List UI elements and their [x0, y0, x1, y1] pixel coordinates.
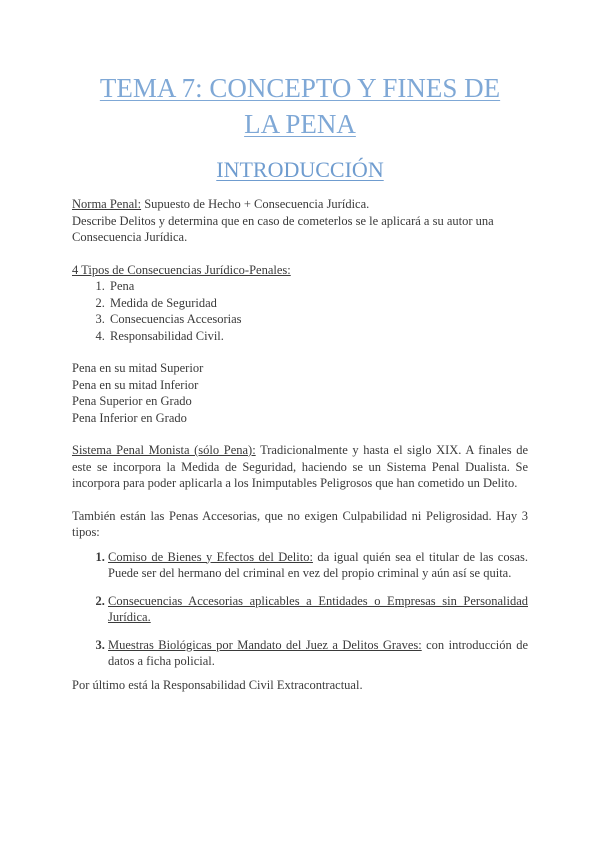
norma-label: Norma Penal:	[72, 197, 142, 211]
pena-line: Pena en su mitad Superior	[72, 361, 204, 375]
item-label: Comiso de Bienes y Efectos del Delito:	[108, 549, 313, 564]
item-label: Consecuencias Accesorias aplicables a Entidades o Empresas sin Personalidad Jurídica.	[108, 593, 528, 624]
norma-description: Describe Delitos y determina que en caso de cometerlos se le aplicará a su autor una Consecuencia Jurídica.	[72, 213, 494, 244]
list-item: 2. Medida de Seguridad	[108, 295, 528, 312]
item-label: Muestras Biológicas por Mandato del Juez a Delitos Graves:	[108, 637, 422, 652]
norma-text: Supuesto de Hecho + Consecuencia Jurídica.	[141, 197, 370, 211]
accesorias-intro: También están las Penas Accesorias, que no exigen Culpabilidad ni Peligrosidad. Hay 3 tipos:	[72, 508, 528, 539]
norma-paragraph	[72, 196, 528, 213]
pena-line: Pena Inferior en Grado	[72, 410, 187, 425]
pena-line: Pena Superior en Grado	[72, 394, 192, 408]
page-title: TEMA 7: CONCEPTO Y FINES DE LA PENA	[99, 73, 501, 139]
list-item	[108, 549, 528, 582]
sistema-text: Tradicionalmente y hasta el siglo XIX. A finales de este se incorpora la Medida de Seguridad, haciendo se un Sistema Penal Dualista. Se incorpora para poder aplicarla a los Inimputables Peligrosos que han cometido un Delito.	[72, 443, 528, 490]
section-title: INTRODUCCIÓN	[216, 157, 384, 182]
item-text: da igual quién sea el titular de las cosas. Puede ser del hermano del criminal en vez del propio criminal y aún así se quita.	[108, 549, 529, 580]
tipos-heading: 4 Tipos de Consecuencias Jurídico-Penales:	[72, 262, 291, 277]
item-text: con introducción de datos a ficha policial.	[108, 637, 528, 668]
list-item: 3. Consecuencias Accesorias	[108, 311, 528, 328]
list-item: 1. Pena	[108, 278, 528, 295]
pena-line: Pena en su mitad Inferior	[72, 377, 199, 392]
list-item: 4. Responsabilidad Civil.	[108, 328, 528, 345]
list-item	[108, 593, 528, 626]
closing-paragraph: Por último está la Responsabilidad Civil Extracontractual.	[72, 677, 363, 692]
list-item	[108, 637, 528, 670]
accesorias-list	[72, 549, 528, 670]
document-page	[72, 70, 528, 693]
sistema-paragraph	[72, 442, 528, 492]
tipos-list	[72, 278, 528, 344]
sistema-label: Sistema Penal Monista (sólo Pena):	[72, 443, 256, 457]
